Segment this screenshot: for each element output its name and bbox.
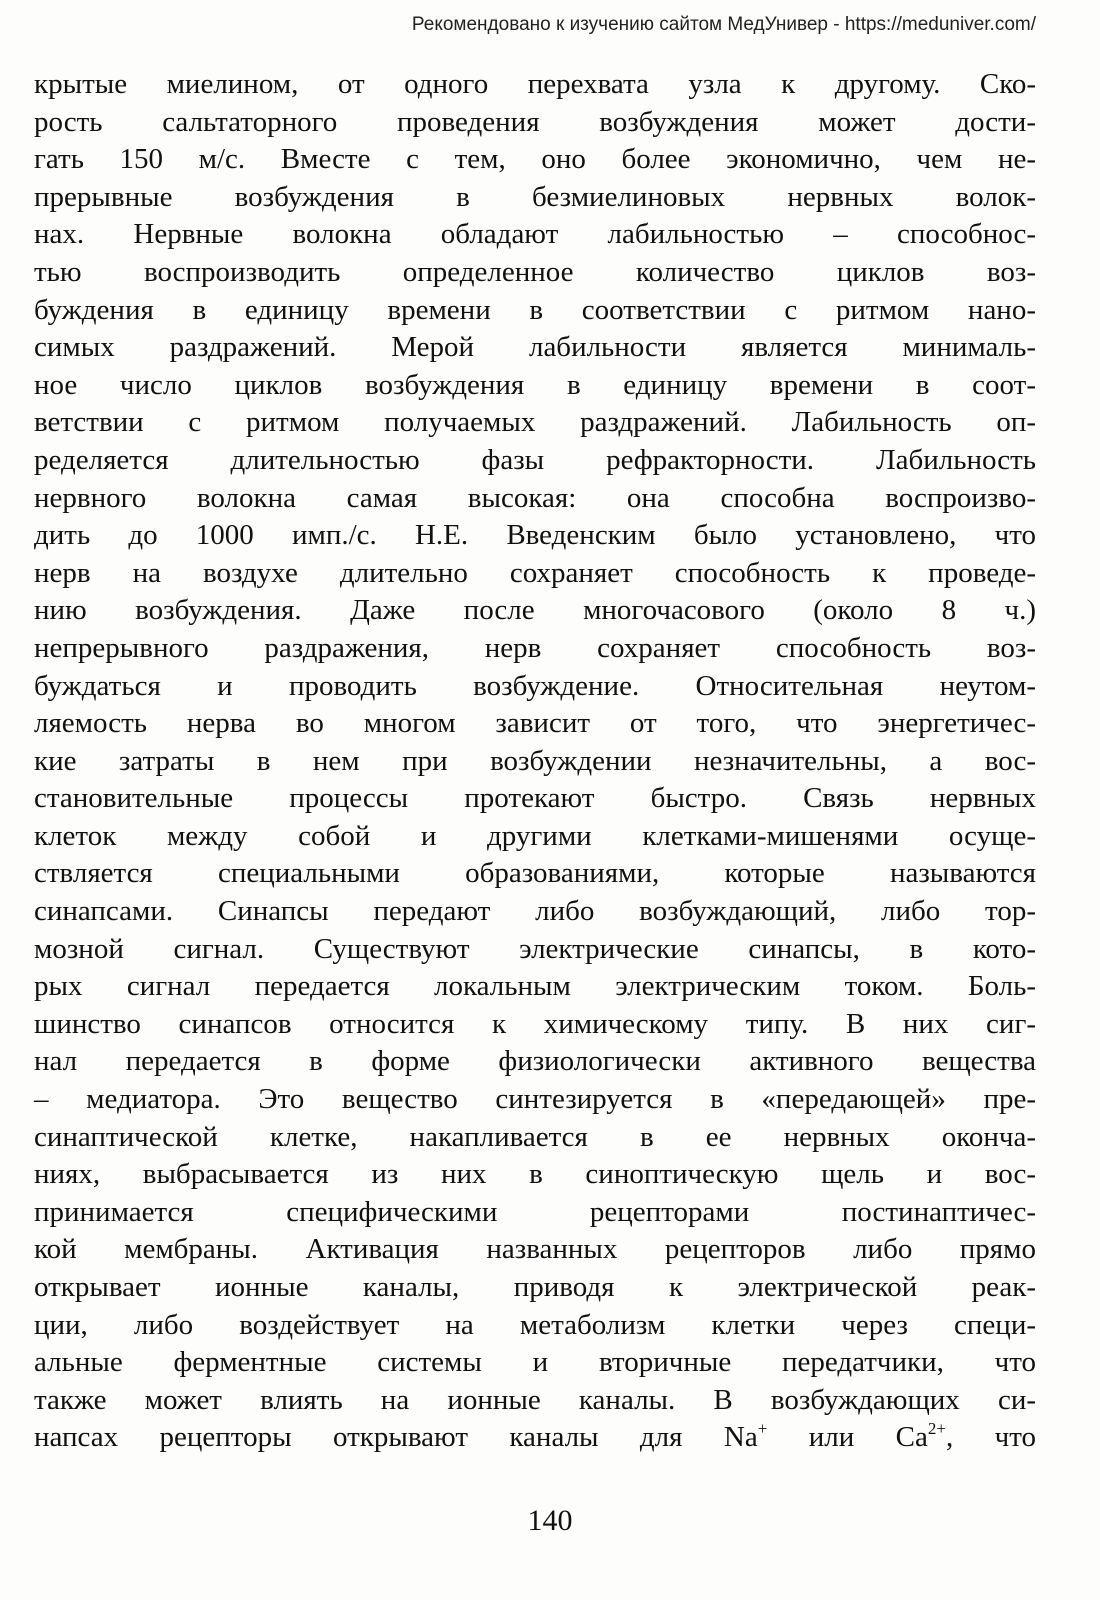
text-line: ниях, выбрасывается из них в синоптическую щель и вос- <box>34 1158 1036 1191</box>
text-line: нервного волокна самая высокая: она способна воспроизво- <box>34 481 1036 514</box>
text-line: крытые миелином, от одного перехвата узла к другому. Ско- <box>34 68 1036 100</box>
watermark-text: Рекомендовано к изучению сайтом МедУнивер - https://meduniver.com/ <box>411 14 1036 35</box>
text-line: нах. Нервные волокна обладают лабильностью – способнос- <box>34 218 1036 251</box>
text-line: шинство синапсов относится к химическому типу. В них сиг- <box>34 1007 1036 1040</box>
text-line: ветствии с ритмом получаемых раздражений. Лабильность оп- <box>34 406 1036 439</box>
text-line-last <box>34 1419 1036 1457</box>
text-line: клеток между собой и другими клетками-мишенями осуще- <box>34 819 1036 852</box>
text-fragment: , что <box>945 1421 1036 1454</box>
text-line: гать 150 м/с. Вместе с тем, оно более экономично, чем не- <box>34 143 1036 176</box>
page-number: 140 <box>527 1504 573 1537</box>
text-fragment: или Ca <box>767 1421 928 1454</box>
text-line: ляемость нерва во многом зависит от того, что энергетичес- <box>34 707 1036 740</box>
text-line: принимается специфическими рецепторами постинаптичес- <box>34 1195 1036 1228</box>
text-line: рость сальтаторного проведения возбуждения может дости- <box>34 105 1036 138</box>
text-line: мозной сигнал. Существуют электрические синапсы, в кото- <box>34 932 1036 965</box>
text-line: ции, либо воздействует на метаболизм клетки через специ- <box>34 1308 1036 1341</box>
text-line: тью воспроизводить определенное количество циклов воз- <box>34 255 1036 288</box>
text-line: нерв на воздухе длительно сохраняет способность к проведе- <box>34 556 1036 589</box>
text-line: синаптической клетке, накапливается в ее нервных оконча- <box>34 1120 1036 1153</box>
text-line: буждения в единицу времени в соответствии с ритмом нано- <box>34 293 1036 326</box>
text-line: – медиатора. Это вещество синтезируется в «передающей» пре- <box>34 1083 1036 1116</box>
text-line: альные ферментные системы и вторичные передатчики, что <box>34 1346 1036 1379</box>
text-line: дить до 1000 имп./с. Н.Е. Введенским было установлено, что <box>34 519 1036 552</box>
text-line: открывает ионные каналы, приводя к электрической реак- <box>34 1271 1036 1303</box>
text-line: также может влиять на ионные каналы. В возбуждающих си- <box>34 1383 1036 1416</box>
text-line: прерывные возбуждения в безмиелиновых нервных волок- <box>34 180 1036 213</box>
text-line: становительные процессы протекают быстро. Связь нервных <box>34 782 1036 815</box>
text-line: непрерывного раздражения, нерв сохраняет способность воз- <box>34 631 1036 664</box>
text-fragment: напсах рецепторы открывают каналы для Na <box>34 1421 758 1454</box>
superscript-charge: + <box>757 1418 768 1438</box>
text-line: симых раздражений. Мерой лабильности является минималь- <box>34 331 1036 364</box>
text-line: синапсами. Синапсы передают либо возбуждающий, либо тор- <box>34 895 1036 928</box>
text-line: нию возбуждения. Даже после многочасового (около 8 ч.) <box>34 594 1036 627</box>
text-line: ствляется специальными образованиями, которые называются <box>34 857 1036 890</box>
text-line: буждаться и проводить возбуждение. Относительная неутом- <box>34 669 1036 702</box>
superscript-charge: 2+ <box>927 1418 946 1438</box>
text-line: кие затраты в нем при возбуждении незначительны, а вос- <box>34 744 1036 777</box>
text-line: рых сигнал передается локальным электрическим током. Боль- <box>34 970 1036 1003</box>
text-line: ное число циклов возбуждения в единицу времени в соот- <box>34 368 1036 401</box>
text-line: кой мембраны. Активация названных рецепторов либо прямо <box>34 1233 1036 1266</box>
body-paragraph <box>34 66 1036 1457</box>
text-line: ределяется длительностью фазы рефракторности. Лабильность <box>34 443 1036 476</box>
text-line: нал передается в форме физиологически активного вещества <box>34 1045 1036 1078</box>
